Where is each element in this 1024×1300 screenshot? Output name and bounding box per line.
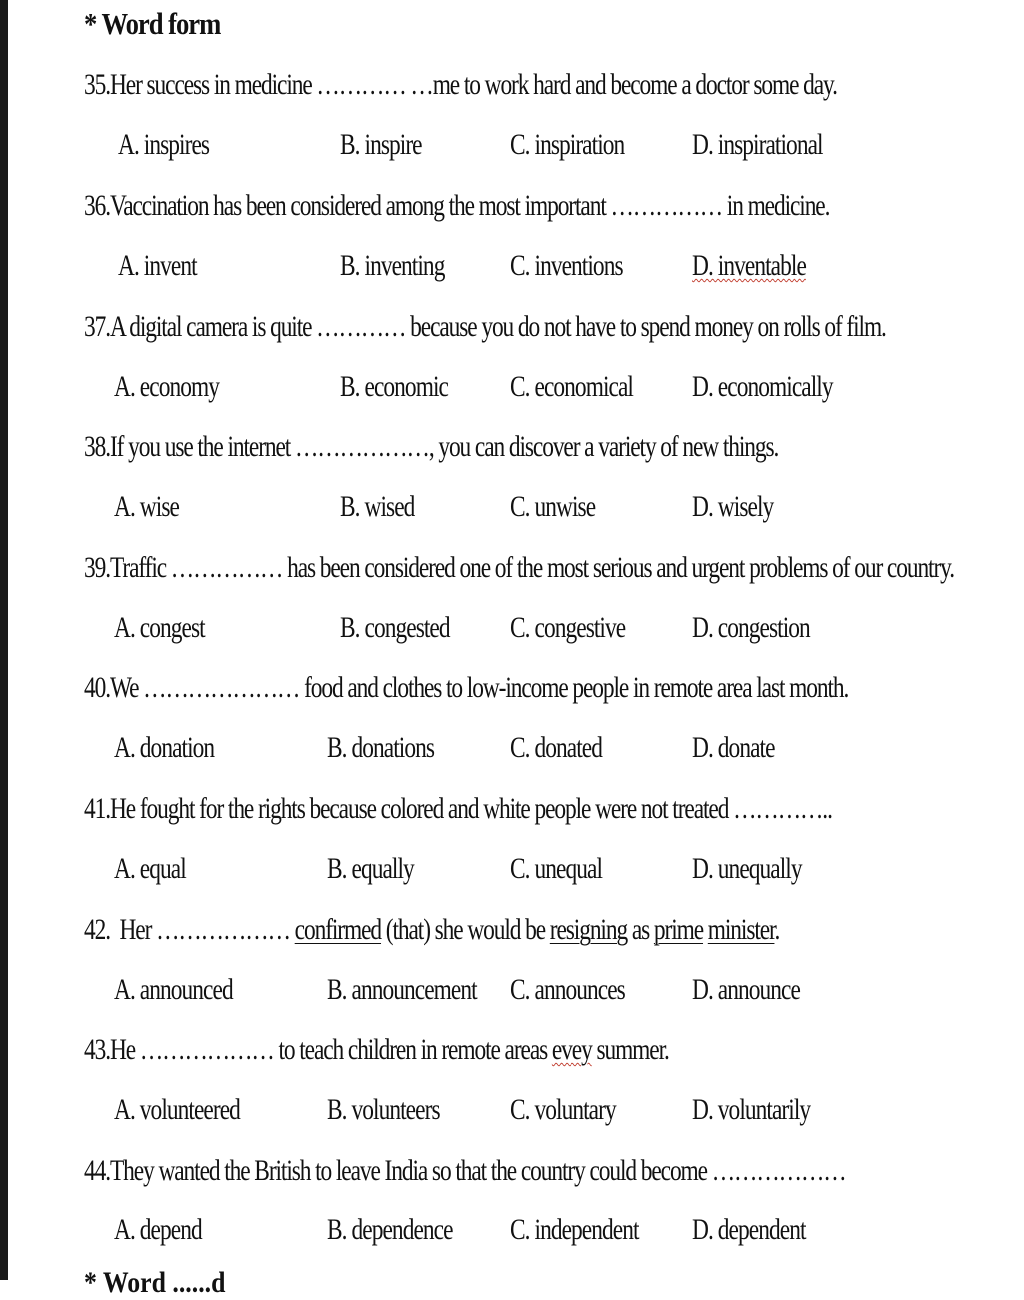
option-c: C. independent xyxy=(510,1213,639,1246)
question-text-before: A digital camera is quite xyxy=(109,310,312,343)
question-text-before: If you use the internet xyxy=(109,430,291,463)
option-c: C. unequal xyxy=(510,852,603,885)
option-b: B. volunteers xyxy=(327,1093,440,1126)
answer-blank: …………… xyxy=(605,189,727,222)
option-b: B. equally xyxy=(327,852,414,885)
option-a: A. donation xyxy=(114,731,215,764)
option-d: D. congestion xyxy=(692,611,810,644)
option-b: B. dependence xyxy=(327,1213,453,1246)
option-a: A. congest xyxy=(114,611,205,644)
question-text-after: food and clothes to low-income people in remote area last month. xyxy=(304,671,849,704)
question-number: 37. xyxy=(84,310,110,343)
question-text: (that) she would be xyxy=(381,913,550,946)
options-39 xyxy=(0,611,1024,651)
option-d: D. economically xyxy=(692,370,833,403)
question-number: 36. xyxy=(84,189,110,222)
next-section-title-cut-off: * Word ......d xyxy=(84,1266,226,1299)
options-38 xyxy=(0,490,1024,530)
question-text-before: He fought for the rights because colored and white people were not treated xyxy=(109,792,729,825)
question-43 xyxy=(84,1033,669,1067)
underlined-word: prime xyxy=(653,913,704,946)
option-d: D. donate xyxy=(692,731,775,764)
option-d-text: D. inventable xyxy=(692,249,806,282)
option-a: A. invent xyxy=(118,249,197,282)
question-text: as xyxy=(627,913,654,946)
question-number: 38. xyxy=(84,430,110,463)
question-36 xyxy=(84,189,829,223)
options-35 xyxy=(0,128,1024,168)
question-text-after: you can discover a variety of new things. xyxy=(433,430,779,463)
option-b: B. donations xyxy=(327,731,435,764)
question-42 xyxy=(84,913,779,947)
option-d xyxy=(692,249,806,283)
question-text-after: has been considered one of the most serious and urgent problems of our country. xyxy=(287,551,955,584)
question-38 xyxy=(84,430,778,464)
option-d: D. wisely xyxy=(692,490,774,523)
option-d: D. unequally xyxy=(692,852,802,885)
question-text-before: We xyxy=(109,671,139,704)
options-43 xyxy=(0,1093,1024,1133)
question-number: 35. xyxy=(84,68,110,101)
answer-blank: ……………… xyxy=(135,1033,279,1066)
options-41 xyxy=(0,852,1024,892)
question-number: 39. xyxy=(84,551,110,584)
option-a: A. economy xyxy=(114,370,220,403)
options-37 xyxy=(0,370,1024,410)
question-text: summer. xyxy=(591,1033,669,1066)
option-c: C. unwise xyxy=(510,490,596,523)
question-41 xyxy=(84,792,832,826)
question-35 xyxy=(84,68,837,102)
question-text-before: Her xyxy=(109,913,152,946)
option-c: C. economical xyxy=(510,370,633,403)
underlined-word: confirmed xyxy=(294,913,382,946)
underlined-word: minister xyxy=(707,913,775,946)
option-d: D. announce xyxy=(692,973,800,1006)
question-text-before: Vaccination has been considered among the most important xyxy=(109,189,606,222)
section-title: * Word form xyxy=(84,6,221,41)
question-text-before: They wanted the British to leave India so that the country could become xyxy=(109,1154,707,1187)
option-c: C. congestive xyxy=(510,611,626,644)
option-d: D. voluntarily xyxy=(692,1093,811,1126)
answer-blank: ………………, xyxy=(290,430,434,463)
option-d: D. inspirational xyxy=(692,128,823,161)
option-a: A. depend xyxy=(114,1213,202,1246)
question-text: . xyxy=(774,913,780,946)
answer-blank: ……………… xyxy=(151,913,295,946)
question-39 xyxy=(84,551,954,585)
question-text-after: in medicine. xyxy=(726,189,830,222)
question-text-after: me to work hard and become a doctor some day. xyxy=(432,68,837,101)
options-44 xyxy=(0,1213,1024,1253)
underlined-word: resigning xyxy=(549,913,628,946)
question-40 xyxy=(84,671,848,705)
option-b: B. economic xyxy=(340,370,448,403)
option-c: C. inventions xyxy=(510,249,623,282)
option-a: A. announced xyxy=(114,973,233,1006)
option-c: C. announces xyxy=(510,973,625,1006)
option-a: A. equal xyxy=(114,852,186,885)
option-b: B. inventing xyxy=(340,249,445,282)
question-37 xyxy=(84,310,886,344)
question-text-after: because you do not have to spend money on rolls of film. xyxy=(410,310,886,343)
option-b: B. inspire xyxy=(340,128,422,161)
answer-blank: ………….. xyxy=(728,792,832,825)
question-text: to teach children in remote areas xyxy=(278,1033,552,1066)
option-b: B. wised xyxy=(340,490,415,523)
option-d: D. dependent xyxy=(692,1213,806,1246)
answer-blank: ……………… xyxy=(706,1154,846,1187)
option-a: A. wise xyxy=(114,490,179,523)
answer-blank: ………… … xyxy=(311,68,433,101)
option-c: C. donated xyxy=(510,731,603,764)
question-number: 42. xyxy=(84,913,110,946)
option-a: A. inspires xyxy=(118,128,210,161)
options-40 xyxy=(0,731,1024,771)
answer-blank: …………… xyxy=(166,551,288,584)
answer-blank: ………… xyxy=(311,310,411,343)
question-number: 44. xyxy=(84,1154,110,1187)
question-text-before: Her success in medicine xyxy=(109,68,312,101)
options-42 xyxy=(0,973,1024,1013)
question-number: 41. xyxy=(84,792,110,825)
option-a: A. volunteered xyxy=(114,1093,240,1126)
options-36 xyxy=(0,249,1024,289)
option-c: C. inspiration xyxy=(510,128,625,161)
question-number: 40. xyxy=(84,671,110,704)
option-b: B. announcement xyxy=(327,973,477,1006)
misspelled-word: evey xyxy=(551,1033,592,1066)
question-44 xyxy=(84,1154,846,1188)
answer-blank: ………………… xyxy=(138,671,305,704)
question-text-before: He xyxy=(109,1033,136,1066)
question-number: 43. xyxy=(84,1033,110,1066)
question-text-before: Traffic xyxy=(109,551,167,584)
option-b: B. congested xyxy=(340,611,450,644)
option-c: C. voluntary xyxy=(510,1093,616,1126)
